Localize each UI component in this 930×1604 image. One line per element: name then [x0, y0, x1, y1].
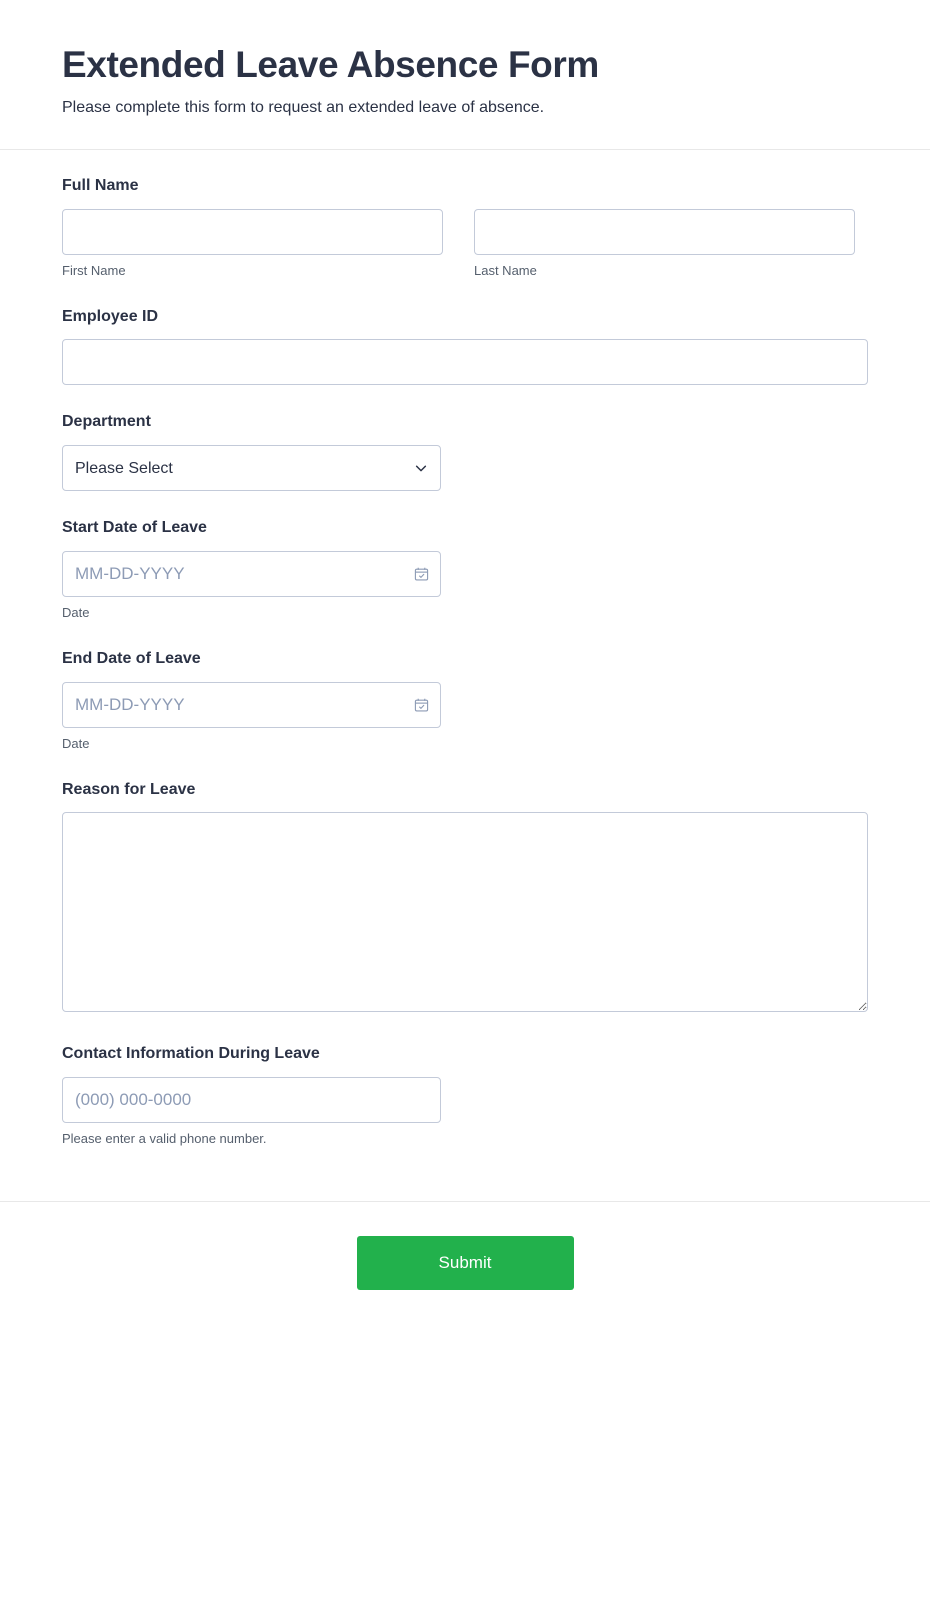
end-date-label: End Date of Leave [62, 649, 201, 667]
page-title: Extended Leave Absence Form [62, 44, 599, 85]
start-date-sublabel: Date [62, 605, 90, 621]
reason-textarea[interactable] [62, 812, 868, 1012]
field-contact [62, 1044, 868, 1148]
field-employee-id [62, 307, 868, 386]
first-name-group [62, 209, 443, 280]
employee-id-label: Employee ID [62, 307, 159, 325]
first-name-sublabel: First Name [62, 262, 126, 278]
form-subtitle: Please complete this form to request an extended leave of absence. [62, 98, 545, 116]
form-body [0, 150, 930, 1201]
last-name-input[interactable] [474, 209, 855, 255]
form-footer [0, 1201, 930, 1334]
last-name-group [474, 209, 855, 280]
department-select[interactable] [62, 445, 441, 491]
last-name-sublabel: Last Name [474, 262, 537, 278]
field-start-date [62, 518, 868, 622]
reason-label: Reason for Leave [62, 780, 196, 798]
field-full-name [62, 176, 868, 280]
employee-id-input[interactable] [62, 339, 868, 385]
first-name-input[interactable] [62, 209, 443, 255]
field-department [62, 412, 868, 491]
contact-sublabel: Please enter a valid phone number. [62, 1131, 267, 1147]
field-end-date [62, 649, 868, 753]
submit-button[interactable]: Submit [357, 1236, 574, 1290]
field-reason [62, 780, 868, 1018]
end-date-input[interactable] [62, 682, 441, 728]
end-date-sublabel: Date [62, 735, 90, 751]
form-header [0, 0, 930, 150]
contact-label: Contact Information During Leave [62, 1045, 320, 1063]
full-name-label: Full Name [62, 176, 139, 194]
phone-input[interactable] [62, 1077, 441, 1123]
start-date-input[interactable] [62, 551, 441, 597]
start-date-label: Start Date of Leave [62, 519, 207, 537]
department-label: Department [62, 413, 151, 431]
